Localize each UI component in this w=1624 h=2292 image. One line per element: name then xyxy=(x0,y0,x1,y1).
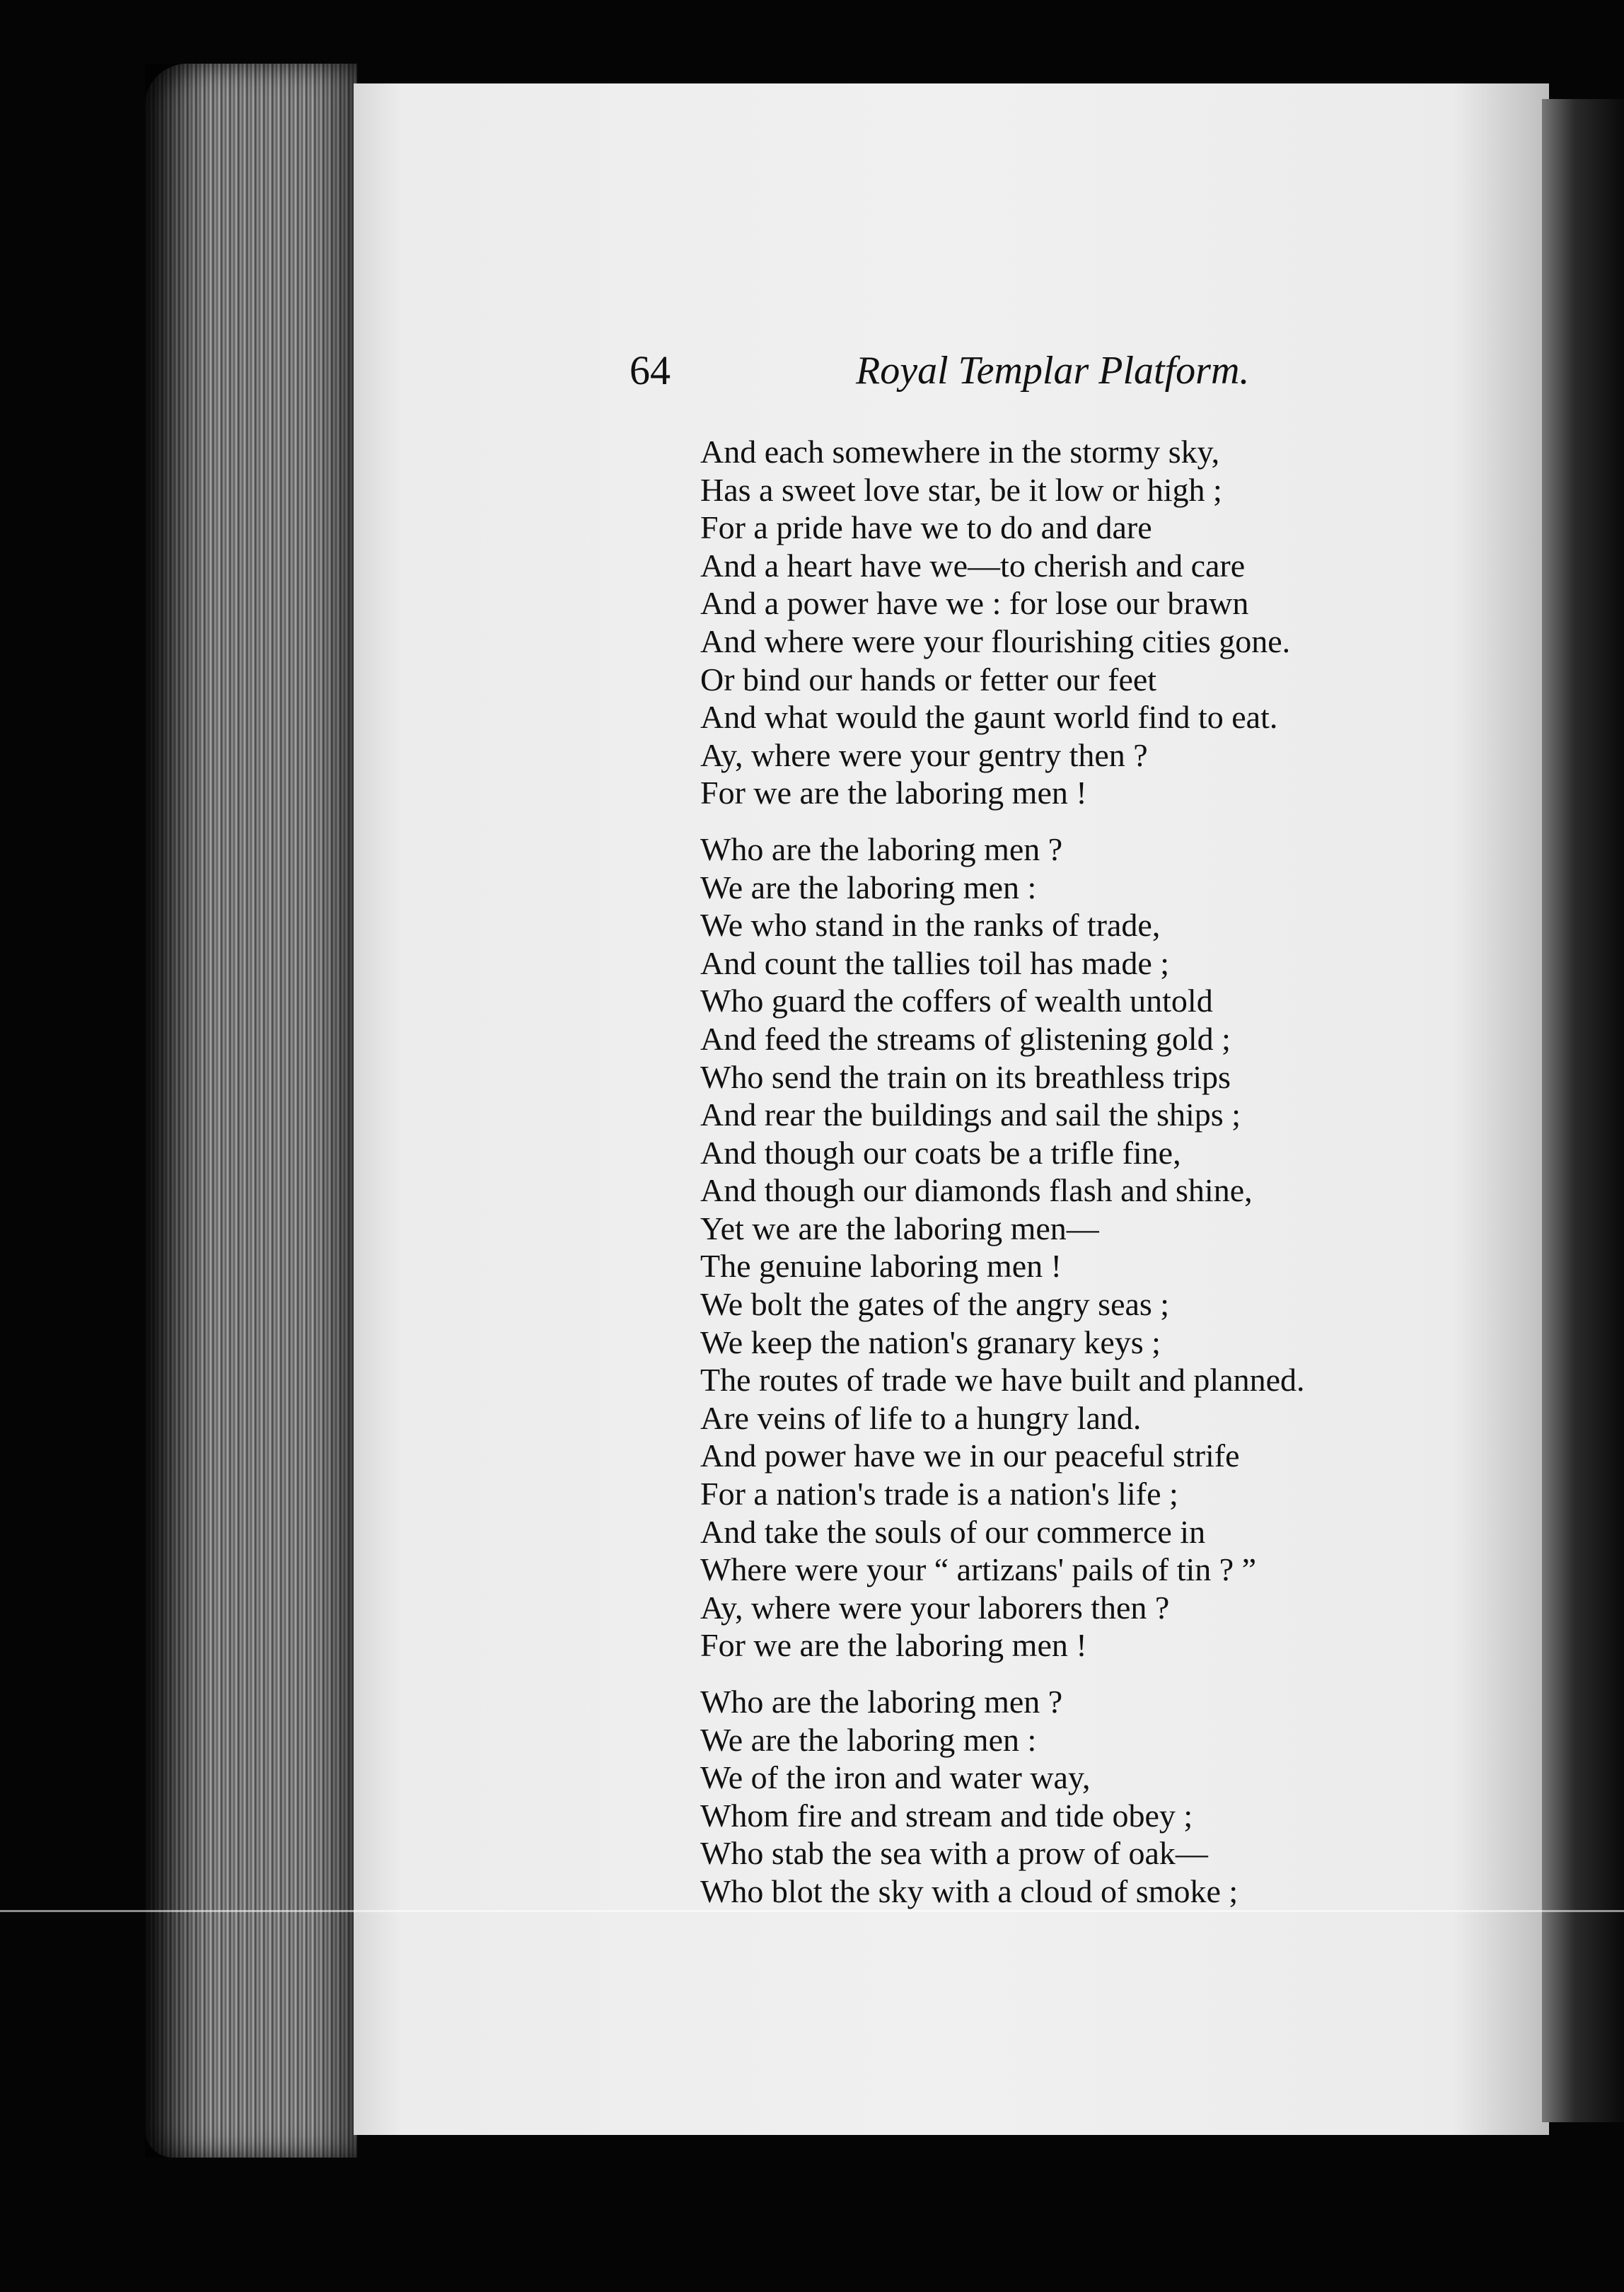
poem-line: The routes of trade we have built and planned. xyxy=(700,1362,1305,1399)
poem-line: For we are the laboring men ! xyxy=(700,1627,1087,1664)
poem-line: And count the tallies toil has made ; xyxy=(700,944,1170,981)
stanza xyxy=(700,1683,1492,1911)
poem-line: And rear the buildings and sail the ships ; xyxy=(700,1096,1241,1133)
stanza xyxy=(700,433,1492,812)
poem-line: Who guard the coffers of wealth untold xyxy=(700,983,1213,1019)
poem-line: Whom fire and stream and tide obey ; xyxy=(700,1797,1193,1834)
poem-line: And what would the gaunt world find to eat. xyxy=(700,699,1278,736)
poem-text xyxy=(700,433,1492,1911)
poem-line: Who stab the sea with a prow of oak— xyxy=(700,1835,1208,1872)
poem-line: Are veins of life to a hungry land. xyxy=(700,1399,1142,1436)
poem-line: For a pride have we to do and dare xyxy=(700,509,1152,546)
scan-artifact-line xyxy=(0,1910,1624,1912)
poem-line: Yet we are the laboring men— xyxy=(700,1210,1099,1246)
right-page-edge xyxy=(1542,99,1624,2122)
poem-line: We keep the nation's granary keys ; xyxy=(700,1324,1161,1360)
poem-line: Ay, where were your laborers then ? xyxy=(700,1589,1170,1626)
poem-line: The genuine laboring men ! xyxy=(700,1248,1062,1285)
poem-line: And a heart have we—to cherish and care xyxy=(700,547,1246,584)
poem-line: We are the laboring men : xyxy=(700,1721,1037,1758)
poem-line: We bolt the gates of the angry seas ; xyxy=(700,1286,1170,1323)
poem-line: For we are the laboring men ! xyxy=(700,775,1087,811)
poem-line: And though our diamonds flash and shine, xyxy=(700,1172,1253,1209)
poem-line: Or bind our hands or fetter our feet xyxy=(700,661,1157,698)
poem-line: For a nation's trade is a nation's life ; xyxy=(700,1476,1178,1512)
poem-line: Who blot the sky with a cloud of smoke ; xyxy=(700,1873,1239,1909)
poem-line: And power have we in our peaceful strife xyxy=(700,1437,1240,1474)
poem-line: And where were your flourishing cities gone. xyxy=(700,623,1291,659)
running-title: Royal Templar Platform. xyxy=(856,349,1250,393)
poem-line: We who stand in the ranks of trade, xyxy=(700,907,1161,944)
poem-line: Has a sweet love star, be it low or high ; xyxy=(700,471,1222,508)
poem-line: And though our coats be a trifle fine, xyxy=(700,1134,1181,1171)
poem-line: Who are the laboring men ? xyxy=(700,830,1063,867)
poem-line: We of the iron and water way, xyxy=(700,1759,1091,1796)
poem-line: Who are the laboring men ? xyxy=(700,1684,1063,1720)
page-number: 64 xyxy=(630,347,671,393)
poem-line: Ay, where were your gentry then ? xyxy=(700,736,1148,773)
poem-line: Where were your “ artizans' pails of tin ? ” xyxy=(700,1551,1257,1588)
poem-line: Who send the train on its breathless trips xyxy=(700,1058,1231,1095)
stanza xyxy=(700,830,1492,1665)
poem-line: And a power have we : for lose our brawn xyxy=(700,585,1249,622)
poem-line: And each somewhere in the stormy sky, xyxy=(700,434,1220,470)
poem-line: And take the souls of our commerce in xyxy=(700,1513,1206,1550)
page-edges xyxy=(145,64,357,2158)
poem-line: We are the laboring men : xyxy=(700,869,1037,905)
poem-line: And feed the streams of glistening gold ; xyxy=(700,1020,1231,1057)
